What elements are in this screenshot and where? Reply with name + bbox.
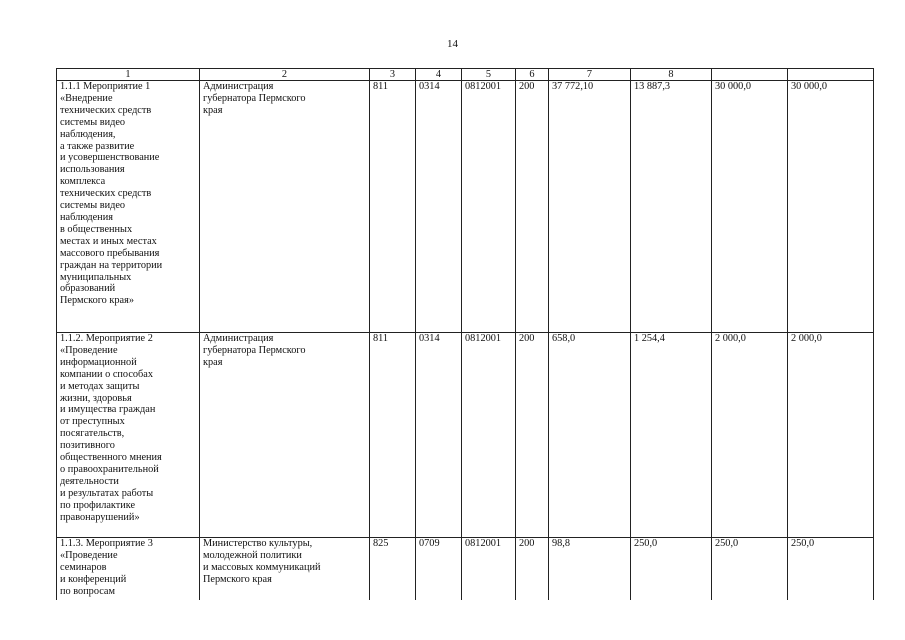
code-cell: 200: [516, 333, 549, 538]
event-name-cell: 1.1.3. Мероприятие 3 «Проведение семинаров и конференций по вопросам: [57, 538, 200, 601]
code-cell: 811: [370, 81, 416, 333]
amount-cell: 13 887,3: [631, 81, 712, 333]
header-cell: 2: [200, 69, 370, 81]
code-cell: 825: [370, 538, 416, 601]
amount-cell: 658,0: [549, 333, 631, 538]
amount-cell: 37 772,10: [549, 81, 631, 333]
header-cell: 6: [516, 69, 549, 81]
code-cell: 0709: [416, 538, 462, 601]
amount-cell: 250,0: [631, 538, 712, 601]
budget-table: [56, 68, 874, 601]
event-name-cell: 1.1.2. Мероприятие 2 «Проведение информационной компании о способах и методах защиты жизни, здоровья и имущества граждан от преступных посягательств, позитивного общественного мнения о правоохранительной деятельности и результатах работы по профилактике правонарушений»: [57, 333, 200, 538]
amount-cell: 2 000,0: [788, 333, 874, 538]
page-bottom-margin: [0, 600, 905, 640]
code-cell: 0314: [416, 81, 462, 333]
code-cell: 0314: [416, 333, 462, 538]
amount-cell: 2 000,0: [712, 333, 788, 538]
amount-cell: 250,0: [712, 538, 788, 601]
header-cell: 7: [549, 69, 631, 81]
executor-cell: Администрация губернатора Пермского края: [200, 81, 370, 333]
code-cell: 0812001: [462, 333, 516, 538]
header-cell: 8: [631, 69, 712, 81]
header-cell: 3: [370, 69, 416, 81]
amount-cell: 30 000,0: [712, 81, 788, 333]
amount-cell: 30 000,0: [788, 81, 874, 333]
amount-cell: 1 254,4: [631, 333, 712, 538]
table-row: [57, 538, 874, 601]
code-cell: 811: [370, 333, 416, 538]
code-cell: 0812001: [462, 538, 516, 601]
page-number: 14: [447, 38, 458, 50]
amount-cell: 98,8: [549, 538, 631, 601]
event-name-cell: 1.1.1 Мероприятие 1 «Внедрение технических средств системы видео наблюдения, а также развитие и усовершенствование использования комплекса технических средств системы видео наблюдения в общественных местах и иных местах массового пребывания граждан на территории муниципальных образований Пермского края»: [57, 81, 200, 333]
header-cell: [788, 69, 874, 81]
header-cell: 4: [416, 69, 462, 81]
header-cell: 1: [57, 69, 200, 81]
code-cell: 200: [516, 538, 549, 601]
table-header-row: [57, 69, 874, 81]
code-cell: 0812001: [462, 81, 516, 333]
table-row: [57, 81, 874, 333]
amount-cell: 250,0: [788, 538, 874, 601]
code-cell: 200: [516, 81, 549, 333]
header-cell: 5: [462, 69, 516, 81]
table-row: [57, 333, 874, 538]
executor-cell: Администрация губернатора Пермского края: [200, 333, 370, 538]
header-cell: [712, 69, 788, 81]
executor-cell: Министерство культуры, молодежной политики и массовых коммуникаций Пермского края: [200, 538, 370, 601]
